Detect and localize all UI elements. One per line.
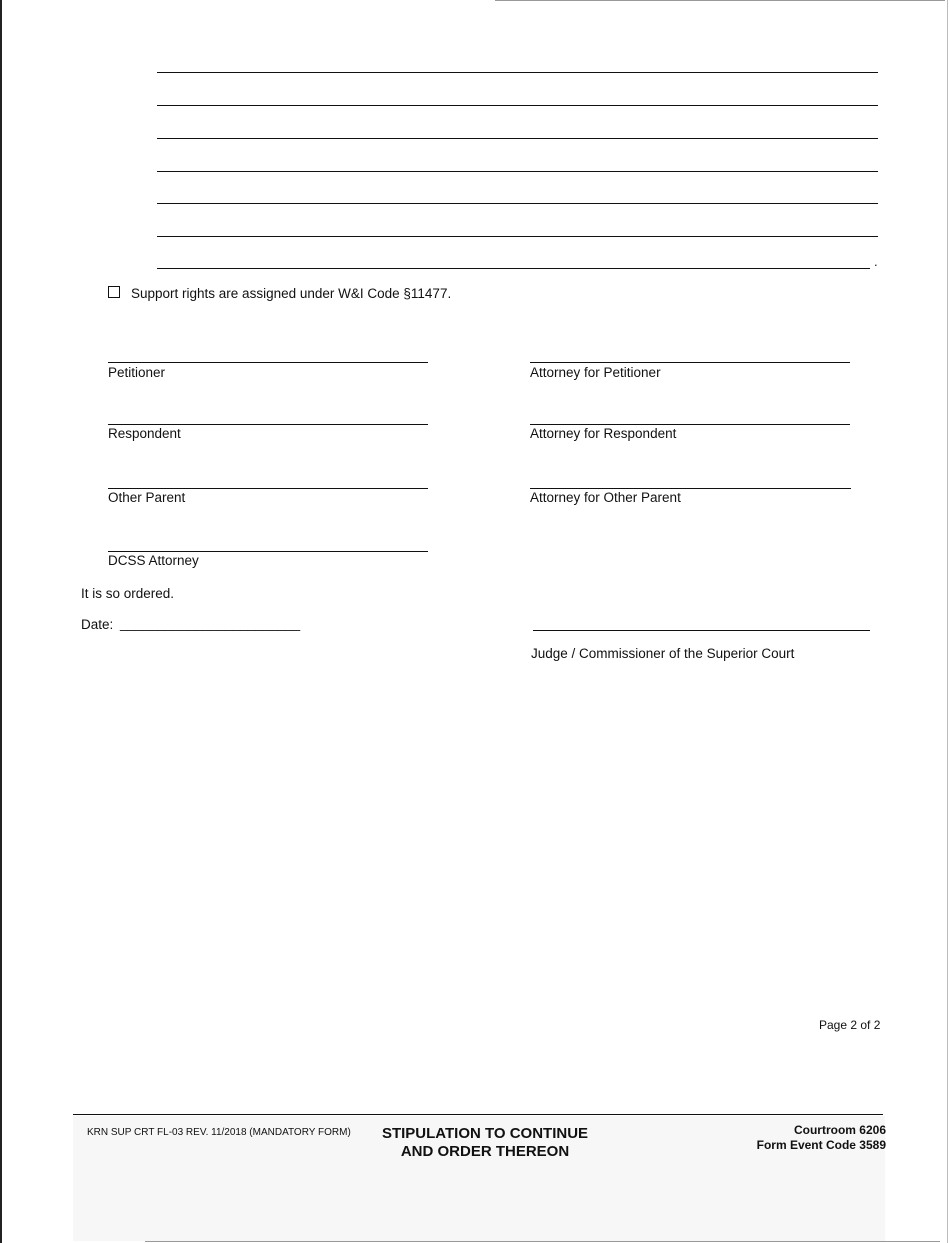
attorney-petitioner-signature-line[interactable]: [530, 362, 850, 363]
blank-line[interactable]: [157, 72, 878, 73]
date-label: Date:: [81, 617, 114, 632]
scan-top-edge: [495, 0, 945, 1]
support-rights-label: Support rights are assigned under W&I Code §11477.: [131, 286, 452, 301]
respondent-signature-line[interactable]: [108, 424, 428, 425]
blank-line[interactable]: [157, 138, 878, 139]
judge-signature-line[interactable]: [533, 630, 870, 631]
respondent-label: Respondent: [108, 426, 181, 441]
support-rights-checkbox[interactable]: [108, 286, 120, 298]
form-codes: [757, 1123, 886, 1153]
courtroom-code: Courtroom 6206: [793, 1123, 886, 1137]
order-statement: It is so ordered.: [81, 586, 175, 601]
blank-line[interactable]: [157, 171, 878, 172]
blank-line[interactable]: [157, 105, 878, 106]
form-title: [360, 1125, 610, 1161]
scan-left-edge: [0, 0, 2, 1243]
attorney-petitioner-label: Attorney for Petitioner: [530, 365, 661, 380]
date-field[interactable]: ________________________: [120, 616, 301, 631]
petitioner-label: Petitioner: [108, 365, 166, 380]
dcss-attorney-signature-line[interactable]: [108, 551, 428, 552]
blank-line[interactable]: [157, 236, 878, 237]
line-end-period: .: [874, 254, 878, 269]
form-event-code: Form Event Code 3589: [756, 1138, 886, 1152]
attorney-other-parent-signature-line[interactable]: [530, 488, 851, 489]
form-id: KRN SUP CRT FL-03 REV. 11/2018 (MANDATORY FORM): [87, 1127, 351, 1138]
attorney-respondent-label: Attorney for Respondent: [530, 426, 677, 441]
attorney-respondent-signature-line[interactable]: [530, 424, 850, 425]
blank-line[interactable]: [157, 268, 870, 269]
scan-bottom-edge: [145, 1241, 940, 1242]
attorney-other-parent-label: Attorney for Other Parent: [530, 490, 681, 505]
blank-line[interactable]: [157, 203, 878, 204]
other-parent-label: Other Parent: [108, 490, 186, 505]
page-number: Page 2 of 2: [819, 1018, 881, 1032]
footer-rule: [73, 1114, 883, 1115]
dcss-attorney-label: DCSS Attorney: [108, 553, 199, 568]
judge-label: Judge / Commissioner of the Superior Court: [531, 646, 795, 661]
form-title-line1: STIPULATION TO CONTINUE: [381, 1125, 589, 1142]
form-title-line2: AND ORDER THEREON: [400, 1143, 570, 1160]
petitioner-signature-line[interactable]: [108, 362, 428, 363]
scan-right-edge: [947, 0, 948, 1243]
other-parent-signature-line[interactable]: [108, 488, 428, 489]
